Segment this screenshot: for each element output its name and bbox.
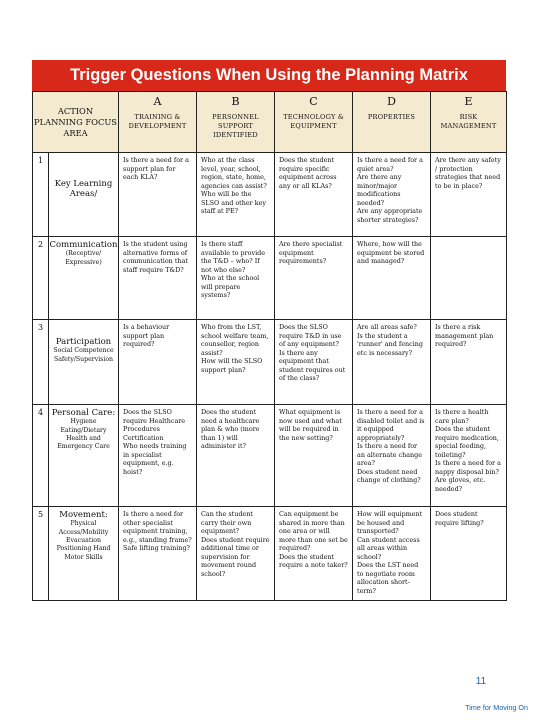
cell-d: Is there a need for a disabled toilet and is it equipped appropriately? Is there a need for an alternate change area? Does student need change of clothing?	[353, 405, 431, 507]
cell-d: Where, how will the equipment be stored and managed?	[353, 237, 431, 320]
focus-area-header: ACTION PLANNING FOCUS AREA	[33, 92, 119, 153]
cell-e: Is there a health care plan? Does the student require medication, special feeding, toileting? Is there a need for a nappy disposal bin? Are gloves, etc. needed?	[431, 405, 507, 507]
column-header-b: B PERSONNEL SUPPORT IDENTIFIED	[197, 92, 275, 153]
focus-area-title: Personal Care:	[51, 408, 116, 418]
cell-a: Is a behaviour support plan required?	[119, 320, 197, 405]
table-row	[33, 153, 507, 237]
column-header-c: C TECHNOLOGY & EQUIPMENT	[275, 92, 353, 153]
row-number: 3	[33, 320, 49, 405]
cell-b: Who at the class level, year, school, region, state, home, agencies can assist? Who will be the SLSO and other key staff at PE?	[197, 153, 275, 237]
cell-a: Does the SLSO require Healthcare Procedures Certification Who needs training in specialist equipment, e.g. hoist?	[119, 405, 197, 507]
cell-d: Is there a need for a quiet area? Are there any minor/major modifications needed? Are any appropriate shorter strategies?	[353, 153, 431, 237]
cell-e	[431, 237, 507, 320]
cell-e: Is there a risk management plan required?	[431, 320, 507, 405]
focus-area-subtitle: Social Competence Safety/Supervision	[53, 347, 114, 363]
cell-a: Is there a need for other specialist equipment training, e.g., standing frame? Safe lifting training?	[119, 507, 197, 601]
row-number: 2	[33, 237, 49, 320]
cell-c: Can equipment be shared in more than one area or will more than one set be required? Does the student require a note taker?	[275, 507, 353, 601]
cell-a: Is the student using alternative forms of communication that staff require T&D?	[119, 237, 197, 320]
cell-b: Does the student need a healthcare plan & who (more than 1) will administer it?	[197, 405, 275, 507]
page-number: 11	[475, 676, 487, 687]
row-number: 1	[33, 153, 49, 237]
column-header-e: E RISK MANAGEMENT	[431, 92, 507, 153]
focus-area-title: Key Learning Areas/	[54, 179, 113, 200]
table-row	[33, 237, 507, 320]
table-row	[33, 405, 507, 507]
cell-e: Are there any safety / protection strategies that need to be in place?	[431, 153, 507, 237]
table-row	[33, 507, 507, 601]
cell-b: Who from the LST, school welfare team, counsellor, region assist? How will the SLSO support plan?	[197, 320, 275, 405]
focus-area-subtitle: (Receptive/ Expressive)	[65, 250, 102, 266]
focus-area-cell	[49, 153, 119, 237]
cell-c: What equipment is now used and what will be required in the new setting?	[275, 405, 353, 507]
focus-area-subtitle: Physical Access/Mobility Evacuation Positioning Hand Motor Skills	[56, 520, 111, 561]
focus-area-cell	[49, 320, 119, 405]
focus-area-subtitle: Hygiene Eating/Dietary Health and Emergency Care	[57, 418, 110, 451]
focus-area-title: Participation	[55, 337, 112, 347]
focus-area-cell	[49, 405, 119, 507]
column-header-d: D PROPERTIES	[353, 92, 431, 153]
cell-e: Does student require lifting?	[431, 507, 507, 601]
column-header-a: A TRAINING & DEVELOPMENT	[119, 92, 197, 153]
focus-area-title: Movement:	[59, 510, 108, 520]
focus-area-cell	[49, 507, 119, 601]
cell-b: Can the student carry their own equipment? Does student require additional time or supervision for movement round school?	[197, 507, 275, 601]
cell-d: How will equipment be housed and transported? Can student access all areas within school? Does the LST need to negotiate room allocation short-term?	[353, 507, 431, 601]
cell-d: Are all areas safe? Is the student a 'runner' and fencing etc is necessary?	[353, 320, 431, 405]
focus-area-title: Communication	[49, 240, 118, 250]
cell-a: Is there a need for a support plan for each KLA?	[119, 153, 197, 237]
planning-matrix-table	[32, 91, 507, 601]
cell-c: Does the SLSO require T&D in use of any equipment? Is there any equipment that student requires out of the class?	[275, 320, 353, 405]
table-row	[33, 320, 507, 405]
cell-c: Are there specialist equipment requirements?	[275, 237, 353, 320]
footer-text: Time for Moving On	[465, 703, 528, 712]
matrix-title: Trigger Questions When Using the Planning Matrix	[32, 60, 506, 91]
row-number: 4	[33, 405, 49, 507]
row-number: 5	[33, 507, 49, 601]
cell-b: Is there staff available to provide the T&D – who? If not who else? Who at the school will prepare systems?	[197, 237, 275, 320]
header-row	[33, 92, 507, 153]
cell-c: Does the student require specific equipment across any or all KLAs?	[275, 153, 353, 237]
focus-area-cell	[49, 237, 119, 320]
